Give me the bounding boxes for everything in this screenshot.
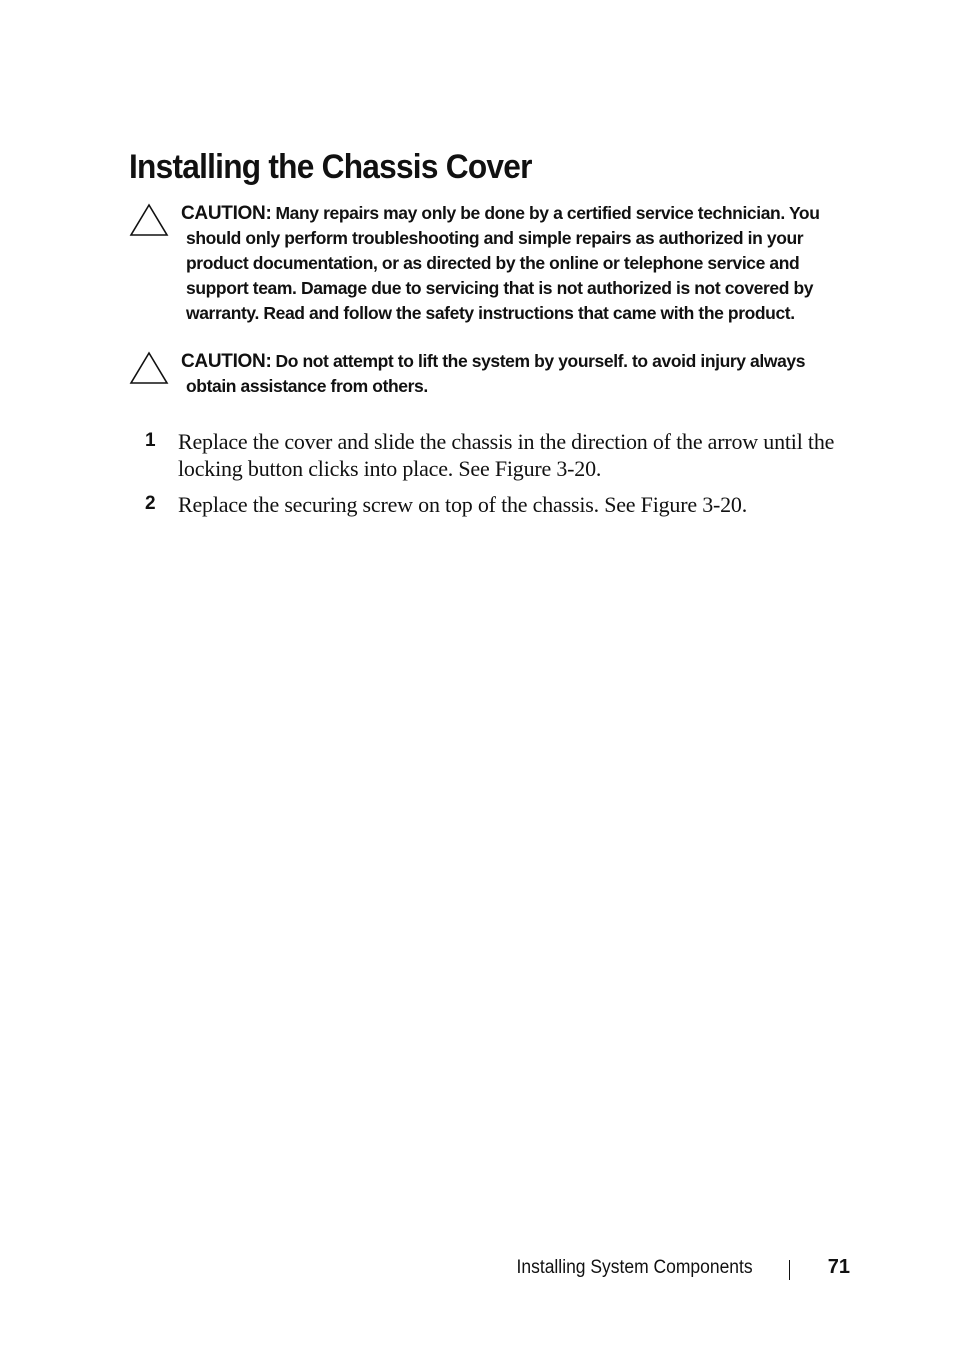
- caution-text: [181, 349, 859, 399]
- page-title: Installing the Chassis Cover: [129, 148, 532, 186]
- caution-notice: [129, 201, 859, 326]
- caution-body: Many repairs may only be done by a certified service technician. You should only perform troubleshooting and simple repairs as authorized in your product documentation, or as directed by the online or telephone service and support team. Damage due to servicing that is not authorized is not covered by warranty. Read and follow the safety instructions that came with the product.: [186, 203, 820, 323]
- page-number: 71: [827, 1256, 850, 1278]
- step-number: 2: [145, 493, 156, 514]
- footer-section-title: Installing System Components: [516, 1257, 753, 1278]
- caution-triangle-icon: [129, 203, 169, 237]
- caution-label: CAUTION:: [181, 351, 272, 372]
- caution-body: Do not attempt to lift the system by yourself. to avoid injury always obtain assistance from others.: [186, 351, 806, 396]
- procedure-step: [129, 491, 854, 518]
- caution-text: [181, 201, 859, 326]
- procedure-steps: [129, 428, 854, 527]
- caution-triangle-icon: [129, 351, 169, 385]
- page-footer: [0, 1254, 954, 1284]
- procedure-step: [129, 428, 854, 482]
- step-text: Replace the securing screw on top of the chassis. See Figure 3-20.: [178, 492, 748, 517]
- step-text: Replace the cover and slide the chassis in the direction of the arrow until the locking button clicks into place. See Figure 3-20.: [178, 429, 835, 481]
- step-number: 1: [145, 430, 156, 451]
- caution-notice: [129, 349, 859, 399]
- footer-divider: [789, 1260, 790, 1280]
- caution-label: CAUTION:: [181, 203, 272, 224]
